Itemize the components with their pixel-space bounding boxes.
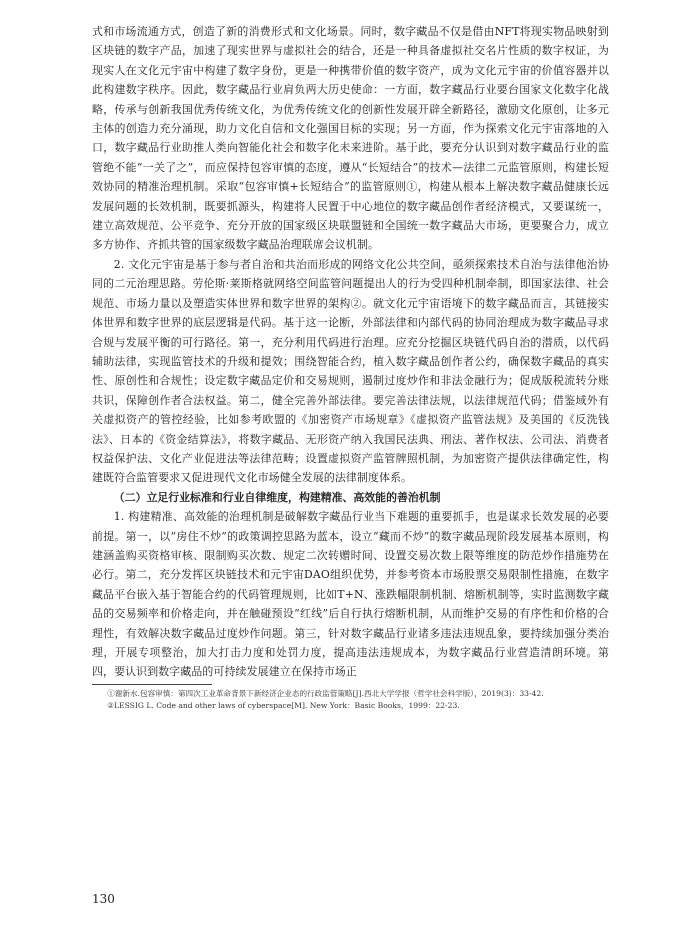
body-paragraph-1: 式和市场流通方式，创造了新的消费形式和文化场景。同时，数字藏品不仅是借由NFT将现实物品映射到区块链的数字产品，加速了现实世界与虚拟社会的结合，还是一种具备虚拟社交名片性质的数字权证，为现实人在文化元宇宙中构建了数字身份，更是一种携带价值的数字资产，成为文化元宇宙的价值容器并以此构建数字秩序。因此，数字藏品行业肩负两大历史使命：一方面，数字藏品行业要台国家文化数字化战略，传承与创新我国优秀传统文化，为优秀传统文化的创新性发展开辟全新路径，激励文化原创，让多元主体的创造力充分涌现，助力文化自信和文化强国目标的实现；另一方面，作为探索文化元宇宙落地的入口，数字藏品行业助推人类向智能化社会和数字化未来进阶。基于此，要充分认识到对数字藏品行业的监管绝不能“一关了之”，而应保持包容审慎的态度，遵从“长短结合”的技术—法律二元监管原则，构建长短效协同的精准治理机制。采取“包容审慎+长短结合”的监管原则①，构建从根本上解决数字藏品健康长远发展问题的长效机制，既要抓源头，构建将人民置于中心地位的数字藏品创作者经济模式，又要谋统一，建立高效规范、公平竞争、充分开放的国家级区块联盟链和全国统一数字藏品大市场，更要聚合力，成立多方协作、齐抓共管的国家级数字藏品治理联席会议机制。 (92, 25, 609, 252)
footnote-1: ①谢新水.包容审慎：第四次工业革命背景下新经济企业态的行政监管策略[J].西北大学学报（哲学社会科学版），2019(3)：33-42. (107, 688, 544, 698)
body-paragraph-2: 2. 文化元宇宙是基于参与者自治和共治而形成的网络文化公共空间，亟须探索技术自治与法律他治协同的二元治理思路。劳伦斯·莱斯格就网络空间监管问题提出人的行为受四种机制牵制，即国家法律、社会规范、市场力量以及塑造实体世界和数字世界的架构②。就文化元宇宙语境下的数字藏品而言，其链接实体世界和数字世界的底层逻辑是代码。基于这一论断，外部法律和内部代码的协同治理成为数字藏品寻求合规与发展平衡的可行路径。第一，充分利用代码进行治理。应充分挖掘区块链代码自治的潜质，以代码辅助法律，实现监管技术的升级和提效；围绕智能合约，植入数字藏品创作者公约，确保数字藏品的真实性、原创性和合规性；设定数字藏品定价和交易规则，遏制过度炒作和非法金融行为；促成版税流转分账共识，保障创作者合法权益。第二，健全完善外部法律。要完善法律法规，以法律规范代码；借鉴域外有关虚拟资产的管控经验，比如参考欧盟的《加密资产市场规章》《虚拟资产监管法规》及美国的《反洗钱法》、日本的《资金结算法》，将数字藏品、无形资产纳入我国民法典、刑法、著作权法、公司法、消费者权益保护法、文化产业促进法等法律范畴；设置虚拟资产监管牌照机制，为加密资产提供法律确定性，构建既符合监管要求又促进现代文化市场健全发展的法律制度体系。 (92, 257, 609, 485)
page-body (92, 22, 609, 713)
footnote-divider (92, 684, 212, 685)
section-heading: （二）立足行业标准和行业自律维度，构建精准、高效能的善治机制 (113, 490, 441, 504)
page-number: 130 (92, 892, 115, 906)
body-paragraph-3: 1. 构建精准、高效能的治理机制是破解数字藏品行业当下难题的重要抓手，也是谋求长效发展的必要前提。第一，以“房住不炒”的政策调控思路为蓝本，设立“藏而不炒”的数字藏品现阶段发展基本原则，构建涵盖购买资格审核、限制购买次数、规定二次转赠时间、设置交易次数上限等维度的防范炒作措施势在必行。第二，充分发挥区块链技术和元宇宙DAO组织优势，并参考资本市场股票交易限制性措施，在数字藏品平台嵌入基于智能合约的代码管理规则，比如T+N、涨跌幅限制机制、熔断机制等，实时监测数字藏品的交易频率和价格走向，并在触碰预设“红线”后自行执行熔断机制，从而维护交易的有序性和价格的合理性，有效解决数字藏品过度炒作问题。第三，针对数字藏品行业诸多违法违规乱象，要持续加强分类治理，开展专项整治，加大打击力度和处罚力度，提高违法违规成本，为数字藏品行业营造清朗环境。第四，要认识到数字藏品的可持续发展建立在保持市场正 (92, 510, 609, 679)
footnote-2: ②LESSIG L. Code and other laws of cyberspace[M]. New York：Basic Books，1999：22-23. (107, 701, 460, 711)
